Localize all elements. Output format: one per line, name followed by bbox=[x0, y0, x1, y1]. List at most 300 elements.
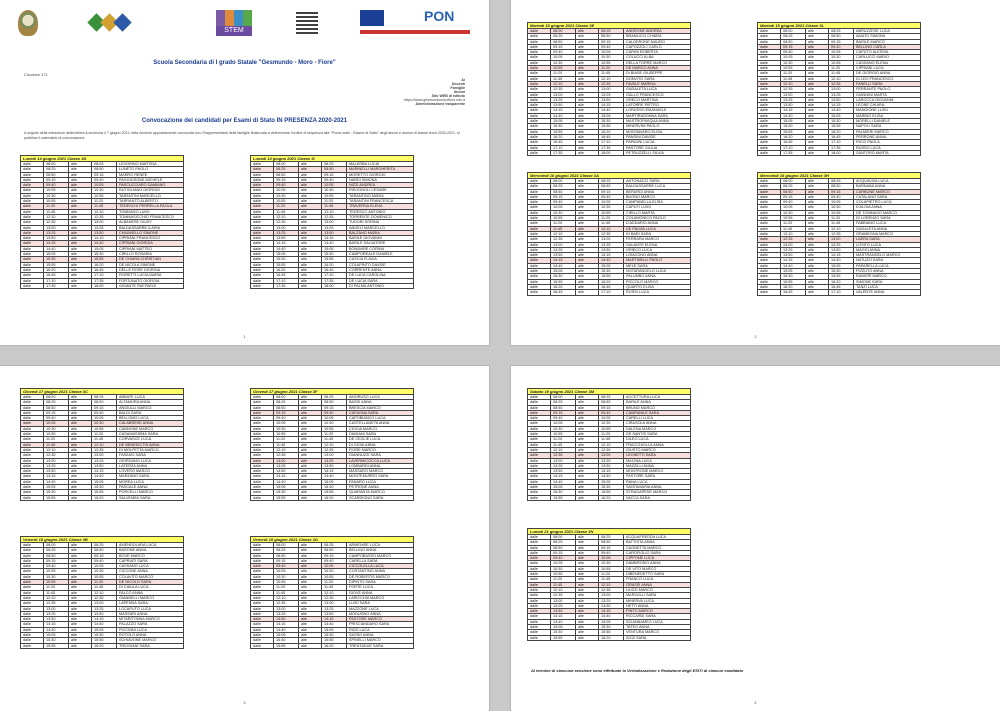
start-time: 13:25 bbox=[551, 603, 576, 608]
end-time: 08:50 bbox=[599, 184, 624, 189]
start-time: 10:55 bbox=[44, 199, 69, 204]
to-label: alle bbox=[69, 585, 92, 590]
start-time: 09:15 bbox=[551, 410, 576, 415]
from-label: dalle bbox=[21, 278, 44, 283]
from-label: dalle bbox=[251, 204, 274, 209]
student-name: CICCOLELLA LUCA bbox=[347, 564, 414, 569]
student-name: CAMPOREALE DANIELE bbox=[347, 252, 414, 257]
end-time: 15:05 bbox=[599, 619, 624, 624]
to-label: alle bbox=[576, 550, 599, 555]
end-time: 11:20 bbox=[92, 432, 117, 437]
from-label: dalle bbox=[21, 188, 44, 193]
table-row bbox=[528, 150, 691, 155]
to-label: alle bbox=[806, 39, 829, 44]
start-time: 11:45 bbox=[44, 442, 69, 447]
start-time: 13:25 bbox=[44, 230, 69, 235]
end-time: 09:15 bbox=[599, 405, 624, 410]
from-label: dalle bbox=[528, 447, 551, 452]
from-label: dalle bbox=[758, 50, 781, 55]
schedule-table bbox=[20, 388, 184, 501]
student-name: MARINELLI MARGHERITA bbox=[347, 167, 414, 172]
start-time: 09:40 bbox=[781, 200, 806, 205]
from-label: dalle bbox=[251, 188, 274, 193]
student-name: BUONO MARCO bbox=[624, 194, 691, 199]
student-name: LAERA SARA bbox=[854, 237, 921, 242]
start-time: 09:15 bbox=[781, 44, 806, 49]
to-label: alle bbox=[576, 50, 599, 55]
end-time: 16:20 bbox=[92, 495, 117, 500]
end-time: 13:25 bbox=[599, 242, 624, 247]
to-label: alle bbox=[299, 241, 322, 246]
start-time: 15:05 bbox=[781, 269, 806, 274]
start-time: 13:50 bbox=[274, 617, 299, 622]
student-name: FIORETTI LUCIA MARIA bbox=[117, 273, 184, 278]
end-time: 08:50 bbox=[322, 548, 347, 553]
from-label: dalle bbox=[528, 279, 551, 284]
student-name: CIPPONE LUCA bbox=[624, 556, 691, 561]
to-label: alle bbox=[69, 617, 92, 622]
to-label: alle bbox=[69, 183, 92, 188]
end-time: 10:30 bbox=[92, 421, 117, 426]
to-label: alle bbox=[806, 231, 829, 236]
student-name: MAGGI ANNA bbox=[854, 247, 921, 252]
student-name: FERRANTE PAOLO bbox=[854, 87, 921, 92]
from-label: dalle bbox=[528, 269, 551, 274]
table-title: Lunedì 21 giugno 2021 Classe 3N bbox=[528, 529, 691, 535]
from-label: dalle bbox=[251, 400, 274, 405]
end-time: 16:20 bbox=[829, 129, 854, 134]
student-name: DIBENEDETTO SARA bbox=[624, 572, 691, 577]
start-time: 15:55 bbox=[44, 495, 69, 500]
end-time: 13:50 bbox=[322, 230, 347, 235]
student-name: MINERVA LUCA bbox=[624, 598, 691, 603]
from-label: dalle bbox=[251, 209, 274, 214]
student-name: CIPRIANI GIORGIA bbox=[117, 241, 184, 246]
end-time: 14:40 bbox=[92, 241, 117, 246]
table-title: Martedì 15 giugno 2021 Classe 3L bbox=[758, 23, 921, 29]
start-time: 13:25 bbox=[274, 463, 299, 468]
from-label: dalle bbox=[528, 150, 551, 155]
student-name: BONAVIRE CORINA bbox=[347, 246, 414, 251]
student-name: BASILE GIOVANNI bbox=[347, 236, 414, 241]
to-label: alle bbox=[299, 410, 322, 415]
student-name: TARANTINI MARCELLO bbox=[117, 193, 184, 198]
to-label: alle bbox=[576, 630, 599, 635]
to-label: alle bbox=[69, 432, 92, 437]
start-time: 13:00 bbox=[44, 458, 69, 463]
end-time: 11:20 bbox=[92, 580, 117, 585]
schedule-table bbox=[527, 528, 691, 641]
from-label: dalle bbox=[758, 134, 781, 139]
to-label: alle bbox=[806, 242, 829, 247]
student-name: VENTURA MARCO bbox=[624, 630, 691, 635]
to-label: alle bbox=[806, 221, 829, 226]
to-label: alle bbox=[576, 184, 599, 189]
from-label: dalle bbox=[528, 194, 551, 199]
start-time: 10:30 bbox=[551, 210, 576, 215]
start-time: 14:15 bbox=[44, 241, 69, 246]
from-label: dalle bbox=[251, 485, 274, 490]
student-name: BRUNO MARCO bbox=[624, 405, 691, 410]
to-label: alle bbox=[69, 193, 92, 198]
from-label: dalle bbox=[528, 226, 551, 231]
end-time: 15:55 bbox=[599, 274, 624, 279]
from-label: dalle bbox=[528, 205, 551, 210]
start-time: 09:40 bbox=[274, 183, 299, 188]
footer-note: Al termine di ciascuna sessione sono effettuate la Verbalizzazione e Redazione degli ESITI di ciascun candidato bbox=[531, 668, 744, 673]
student-name: PASCALE ANNA bbox=[117, 485, 184, 490]
student-name: PASCUCCIARO DAMIANO bbox=[117, 183, 184, 188]
from-label: dalle bbox=[21, 283, 44, 288]
to-label: alle bbox=[69, 463, 92, 468]
to-label: alle bbox=[299, 543, 322, 548]
start-time: 10:55 bbox=[274, 580, 299, 585]
to-label: alle bbox=[69, 553, 92, 558]
to-label: alle bbox=[69, 574, 92, 579]
student-name: BOVE MARCO bbox=[117, 553, 184, 558]
end-time: 17:10 bbox=[829, 290, 854, 295]
end-time: 13:50 bbox=[599, 97, 624, 102]
to-label: alle bbox=[69, 469, 92, 474]
from-label: dalle bbox=[528, 410, 551, 415]
student-name: COLAPINTO DAVIDE bbox=[347, 262, 414, 267]
from-label: dalle bbox=[528, 566, 551, 571]
start-time: 10:30 bbox=[274, 193, 299, 198]
start-time: 13:00 bbox=[551, 92, 576, 97]
start-time: 15:55 bbox=[551, 635, 576, 640]
from-label: dalle bbox=[251, 638, 274, 643]
student-name: PINTO MARCO bbox=[624, 609, 691, 614]
end-time: 11:20 bbox=[599, 572, 624, 577]
start-time: 13:50 bbox=[781, 103, 806, 108]
student-name: RISOGNOLI CESARE bbox=[347, 188, 414, 193]
student-name: GIANNUZZI SARA bbox=[347, 453, 414, 458]
end-time: 15:05 bbox=[322, 479, 347, 484]
student-name: PALUMBO ANNA bbox=[624, 274, 691, 279]
start-time: 14:40 bbox=[551, 263, 576, 268]
end-time: 13:00 bbox=[829, 87, 854, 92]
from-label: dalle bbox=[528, 635, 551, 640]
from-label: dalle bbox=[251, 601, 274, 606]
student-name: DELLA TORRE MARCO bbox=[624, 60, 691, 65]
school-website-link[interactable]: https://www.gesmundomorofiore.edu.it bbox=[403, 98, 465, 102]
from-label: dalle bbox=[758, 253, 781, 258]
student-name: TOMMASO LUIGI bbox=[117, 209, 184, 214]
student-name: PETRONE ANNA bbox=[347, 485, 414, 490]
end-time: 08:25 bbox=[92, 543, 117, 548]
from-label: dalle bbox=[21, 627, 44, 632]
to-label: alle bbox=[806, 145, 829, 150]
start-time: 10:05 bbox=[551, 421, 576, 426]
from-label: dalle bbox=[758, 55, 781, 60]
end-time: 13:25 bbox=[92, 606, 117, 611]
end-time: 15:30 bbox=[322, 633, 347, 638]
student-name: FIORE MARCO bbox=[347, 447, 414, 452]
end-time: 09:40 bbox=[829, 194, 854, 199]
start-time: 08:00 bbox=[551, 179, 576, 184]
from-label: dalle bbox=[758, 29, 781, 34]
end-time: 14:40 bbox=[599, 108, 624, 113]
to-label: alle bbox=[576, 426, 599, 431]
to-label: alle bbox=[69, 426, 92, 431]
end-time: 15:30 bbox=[92, 252, 117, 257]
end-time: 11:45 bbox=[322, 585, 347, 590]
from-label: dalle bbox=[251, 543, 274, 548]
to-label: alle bbox=[576, 269, 599, 274]
to-label: alle bbox=[69, 220, 92, 225]
to-label: alle bbox=[806, 124, 829, 129]
end-time: 13:00 bbox=[599, 593, 624, 598]
end-time: 10:30 bbox=[829, 205, 854, 210]
from-label: dalle bbox=[758, 60, 781, 65]
start-time: 11:45 bbox=[781, 226, 806, 231]
end-time: 15:05 bbox=[829, 263, 854, 268]
student-name: FANELLI SARA bbox=[854, 81, 921, 86]
from-label: dalle bbox=[758, 97, 781, 102]
end-time: 16:20 bbox=[92, 262, 117, 267]
to-label: alle bbox=[576, 625, 599, 630]
italian-republic-emblem-icon bbox=[18, 10, 38, 36]
student-name: DE LUCA CAROLINA bbox=[347, 273, 414, 278]
start-time: 16:20 bbox=[44, 267, 69, 272]
end-time: 10:30 bbox=[599, 205, 624, 210]
table-title: Mercoledì 16 giugno 2021 Classe 3H bbox=[758, 173, 921, 179]
from-label: dalle bbox=[251, 199, 274, 204]
student-name: CAPOBIANCO LUCA bbox=[347, 416, 414, 421]
start-time: 13:50 bbox=[781, 253, 806, 258]
end-time: 16:20 bbox=[829, 279, 854, 284]
start-time: 08:50 bbox=[44, 405, 69, 410]
start-time: 09:15 bbox=[781, 194, 806, 199]
end-time: 08:25 bbox=[599, 179, 624, 184]
student-name: CORVASCE LUCA bbox=[117, 437, 184, 442]
start-time: 15:55 bbox=[551, 279, 576, 284]
student-name: CAMPANILE SARA bbox=[624, 410, 691, 415]
start-time: 13:25 bbox=[551, 247, 576, 252]
end-time: 10:05 bbox=[829, 50, 854, 55]
end-time: 14:40 bbox=[322, 474, 347, 479]
to-label: alle bbox=[576, 34, 599, 39]
to-label: alle bbox=[69, 257, 92, 262]
to-label: alle bbox=[69, 495, 92, 500]
student-name: TRENTADUE SARA bbox=[347, 643, 414, 648]
end-time: 15:30 bbox=[829, 269, 854, 274]
start-time: 17:35 bbox=[551, 150, 576, 155]
to-label: alle bbox=[299, 638, 322, 643]
student-name: FABBIANO LUCA bbox=[854, 221, 921, 226]
student-name: MASSARI ANNA bbox=[117, 611, 184, 616]
schedule-table bbox=[20, 155, 184, 289]
from-label: dalle bbox=[21, 410, 44, 415]
end-time: 13:00 bbox=[599, 87, 624, 92]
from-label: dalle bbox=[251, 193, 274, 198]
end-time: 09:15 bbox=[599, 545, 624, 550]
from-label: dalle bbox=[758, 87, 781, 92]
student-name: CARBONE MARCO bbox=[854, 189, 921, 194]
end-time: 15:30 bbox=[599, 485, 624, 490]
end-time: 15:55 bbox=[92, 257, 117, 262]
from-label: dalle bbox=[758, 145, 781, 150]
from-label: dalle bbox=[758, 279, 781, 284]
student-name: ANDRONE ANDREA bbox=[624, 29, 691, 34]
start-time: 12:10 bbox=[274, 595, 299, 600]
from-label: dalle bbox=[758, 231, 781, 236]
to-label: alle bbox=[69, 246, 92, 251]
end-time: 11:20 bbox=[829, 66, 854, 71]
from-label: dalle bbox=[528, 485, 551, 490]
end-time: 13:50 bbox=[92, 463, 117, 468]
from-label: dalle bbox=[528, 247, 551, 252]
start-time: 10:30 bbox=[551, 60, 576, 65]
to-label: alle bbox=[576, 66, 599, 71]
start-time: 13:00 bbox=[551, 242, 576, 247]
to-label: alle bbox=[69, 230, 92, 235]
from-label: dalle bbox=[21, 267, 44, 272]
from-label: dalle bbox=[528, 416, 551, 421]
to-label: alle bbox=[299, 400, 322, 405]
to-label: alle bbox=[576, 566, 599, 571]
to-label: alle bbox=[576, 582, 599, 587]
from-label: dalle bbox=[21, 405, 44, 410]
from-label: dalle bbox=[21, 638, 44, 643]
to-label: alle bbox=[576, 145, 599, 150]
from-label: dalle bbox=[21, 395, 44, 400]
end-time: 11:45 bbox=[322, 437, 347, 442]
student-name: DI PALMA ANTONIO bbox=[347, 283, 414, 288]
end-time: 10:05 bbox=[599, 556, 624, 561]
from-label: dalle bbox=[251, 474, 274, 479]
to-label: alle bbox=[299, 432, 322, 437]
from-label: dalle bbox=[21, 225, 44, 230]
start-time: 08:25 bbox=[551, 34, 576, 39]
student-name: COSTANTINO ANNA bbox=[347, 569, 414, 574]
end-time: 08:25 bbox=[92, 395, 117, 400]
to-label: alle bbox=[69, 611, 92, 616]
to-label: alle bbox=[69, 580, 92, 585]
end-time: 10:55 bbox=[322, 574, 347, 579]
student-name: SALVEMINI SARA bbox=[117, 495, 184, 500]
end-time: 09:15 bbox=[599, 189, 624, 194]
student-name: CORRENTE ANNA bbox=[347, 267, 414, 272]
start-time: 08:00 bbox=[781, 179, 806, 184]
end-time: 10:55 bbox=[322, 426, 347, 431]
from-label: dalle bbox=[528, 545, 551, 550]
student-name: SANTORO MARTA bbox=[854, 150, 921, 155]
student-name: CARLUCCI MARIO bbox=[854, 55, 921, 60]
student-name: LAVERMICOCCA LUCA bbox=[347, 458, 414, 463]
to-label: alle bbox=[299, 278, 322, 283]
start-time: 08:00 bbox=[44, 395, 69, 400]
start-time: 15:30 bbox=[274, 638, 299, 643]
from-label: dalle bbox=[21, 257, 44, 262]
student-name: MONTANARO ELISA bbox=[624, 129, 691, 134]
from-label: dalle bbox=[758, 76, 781, 81]
pon-eu-logo-icon bbox=[360, 8, 470, 36]
to-label: alle bbox=[806, 205, 829, 210]
end-time: 08:50 bbox=[92, 548, 117, 553]
to-label: alle bbox=[69, 606, 92, 611]
end-time: 09:40 bbox=[322, 410, 347, 415]
end-time: 11:45 bbox=[92, 585, 117, 590]
start-time: 08:25 bbox=[551, 540, 576, 545]
start-time: 08:25 bbox=[44, 167, 69, 172]
end-time: 13:25 bbox=[599, 458, 624, 463]
start-time: 16:45 bbox=[551, 140, 576, 145]
to-label: alle bbox=[806, 108, 829, 113]
from-label: dalle bbox=[528, 108, 551, 113]
end-time: 08:50 bbox=[599, 34, 624, 39]
from-label: dalle bbox=[528, 179, 551, 184]
from-label: dalle bbox=[21, 633, 44, 638]
student-name: RUTIGLIANO GIORGIO bbox=[117, 188, 184, 193]
to-label: alle bbox=[806, 50, 829, 55]
end-time: 15:55 bbox=[92, 490, 117, 495]
end-time: 14:15 bbox=[599, 609, 624, 614]
start-time: 10:55 bbox=[551, 432, 576, 437]
from-label: dalle bbox=[758, 150, 781, 155]
start-time: 11:20 bbox=[44, 585, 69, 590]
start-time: 13:50 bbox=[551, 253, 576, 258]
to-label: alle bbox=[806, 263, 829, 268]
end-time: 17:10 bbox=[599, 140, 624, 145]
from-label: dalle bbox=[21, 214, 44, 219]
start-time: 15:55 bbox=[551, 129, 576, 134]
from-label: dalle bbox=[758, 81, 781, 86]
from-label: dalle bbox=[528, 184, 551, 189]
student-name: GIANNINI MARTA bbox=[854, 92, 921, 97]
start-time: 12:35 bbox=[781, 87, 806, 92]
from-label: dalle bbox=[528, 453, 551, 458]
to-label: alle bbox=[576, 290, 599, 295]
start-time: 12:10 bbox=[781, 81, 806, 86]
start-time: 15:05 bbox=[274, 633, 299, 638]
from-label: dalle bbox=[21, 442, 44, 447]
start-time: 12:10 bbox=[44, 214, 69, 219]
end-time: 09:40 bbox=[92, 410, 117, 415]
schedule-table bbox=[757, 22, 921, 156]
start-time: 17:10 bbox=[781, 145, 806, 150]
start-time: 10:55 bbox=[44, 580, 69, 585]
table-row bbox=[21, 643, 184, 648]
end-time: 13:50 bbox=[829, 247, 854, 252]
student-name: FORTE LUCA bbox=[347, 585, 414, 590]
start-time: 10:30 bbox=[44, 193, 69, 198]
from-label: dalle bbox=[21, 262, 44, 267]
student-name: DE PALMA LUCA bbox=[624, 226, 691, 231]
from-label: dalle bbox=[251, 225, 274, 230]
from-label: dalle bbox=[528, 242, 551, 247]
from-label: dalle bbox=[251, 220, 274, 225]
end-time: 13:00 bbox=[322, 220, 347, 225]
start-time: 15:55 bbox=[44, 262, 69, 267]
to-label: alle bbox=[69, 638, 92, 643]
end-time: 12:10 bbox=[599, 226, 624, 231]
from-label: dalle bbox=[758, 140, 781, 145]
student-name: GALLO FRANCESCO bbox=[624, 92, 691, 97]
start-time: 13:50 bbox=[551, 103, 576, 108]
to-label: alle bbox=[299, 553, 322, 558]
end-time: 10:05 bbox=[599, 50, 624, 55]
to-label: alle bbox=[576, 598, 599, 603]
student-name: DE ROBERTIS MARCO bbox=[347, 574, 414, 579]
end-time: 14:15 bbox=[599, 103, 624, 108]
student-name: NAPOLI SARA bbox=[854, 124, 921, 129]
end-time: 10:05 bbox=[829, 200, 854, 205]
student-name: DE SANTIS SARA bbox=[624, 432, 691, 437]
table-title: Venerdì 18 giugno 2021 Classe 3G bbox=[251, 537, 414, 543]
to-label: alle bbox=[576, 247, 599, 252]
start-time: 14:15 bbox=[274, 241, 299, 246]
